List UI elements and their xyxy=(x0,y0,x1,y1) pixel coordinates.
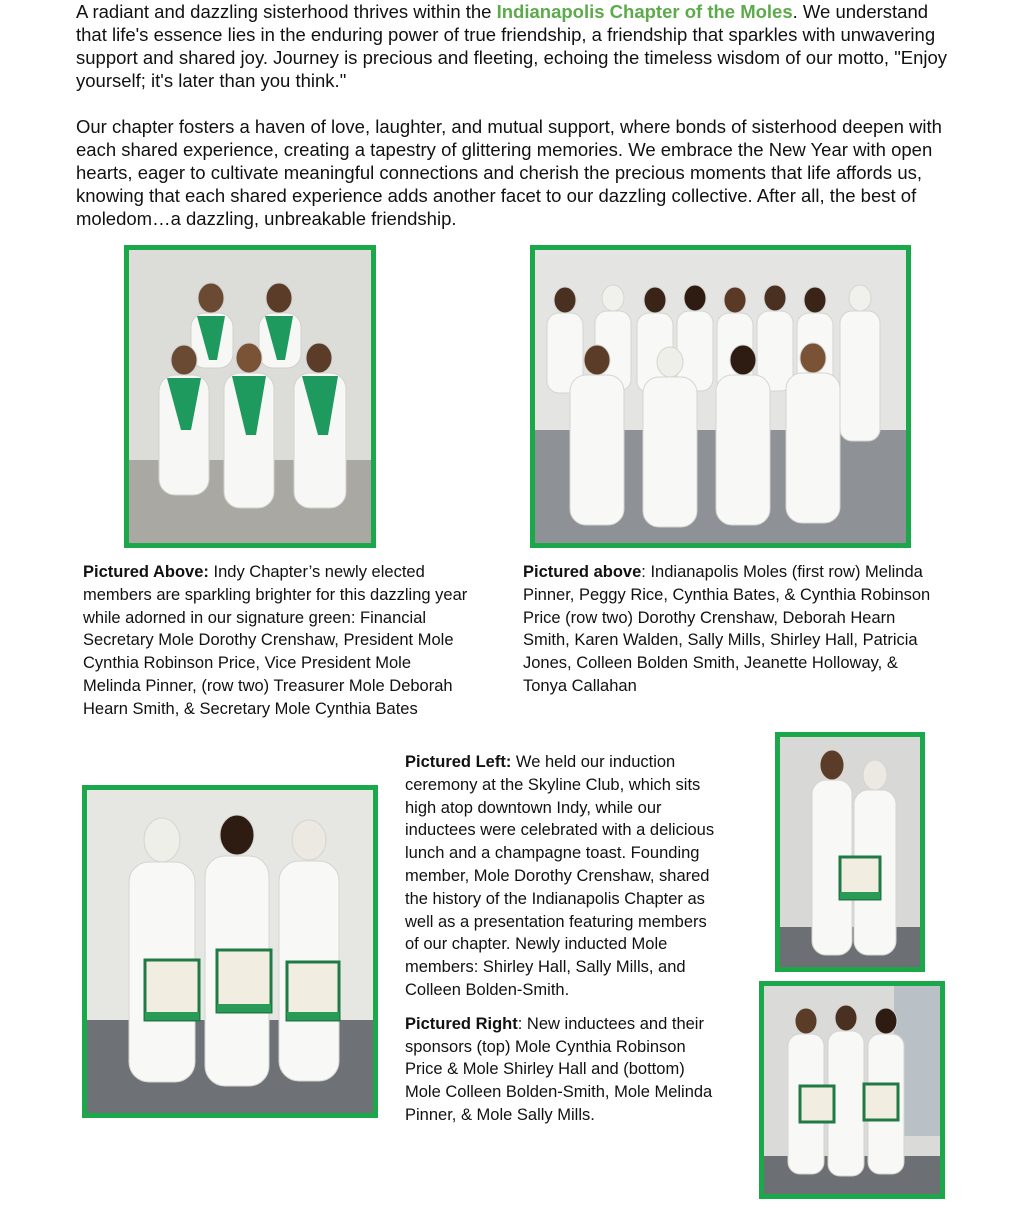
officers-photo xyxy=(124,245,376,548)
left-caption-block xyxy=(405,751,725,1127)
intro-paragraph-1 xyxy=(76,0,956,92)
officers-caption-lead: Pictured Above: xyxy=(83,563,209,581)
right-caption xyxy=(405,1013,725,1127)
group-caption-text: : Indianapolis Moles (first row) Melinda Pinner, Peggy Rice, Cynthia Bates, & Cynthia Robinson Price (row two) Dorothy Crenshaw, Deborah Hearn Smith, Karen Walden, Sally Mills, Shirley Hall, Patricia Jones, Colleen Bolden Smith, Jeanette Holloway, & Tonya Callahan xyxy=(523,563,931,695)
left-caption-text: We held our induction ceremony at the Skyline Club, which sits high atop downtown Indy, while our inductees were celebrated with a delicious lunch and a champagne toast. Founding member, Mole Dorothy Crenshaw, shared the history of the Indianapolis Chapter as well as a presentation featuring members of our chapter. Newly inducted Mole members: Shirley Hall, Sally Mills, and Colleen Bolden-Smith. xyxy=(405,753,715,999)
inductees-photo-illustration xyxy=(87,790,373,1113)
right-caption-lead: Pictured Right xyxy=(405,1014,518,1033)
intro-p1-continued: . We understand that life's essence lies in the enduring power of true friendship, a friendship that sparkles with unwavering support and shared joy. Journey is precious and fleeting, echoing the timeless wisdom of our motto, "Enjoy yourself; it's later than you think." xyxy=(76,1,948,91)
officers-caption-text: Indy Chapter’s newly elected members are sparkling brighter for this dazzling year while adorned in our signature green: Financial Secretary Mole Dorothy Crenshaw, President Mole Cynthia Robinson Price, Vice President Mole Melinda Pinner, (row two) Treasurer Mole Deborah Hearn Smith, & Secretary Mole Cynthia Bates xyxy=(83,563,468,718)
officers-photo-illustration xyxy=(129,250,371,543)
group-caption xyxy=(523,561,943,698)
sponsors-bottom-photo-illustration xyxy=(764,986,940,1194)
intro-paragraph-2: Our chapter fosters a haven of love, laughter, and mutual support, where bonds of sisterhood deepen with each shared experience, creating a tapestry of glittering memories. We embrace the New Year with open hearts, eager to cultivate meaningful connections and cherish the precious moments that life affords us, knowing that each shared experience adds another facet to our dazzling collective. After all, the best of moledom…a dazzling, unbreakable friendship. xyxy=(76,116,942,229)
sponsors-top-photo-illustration xyxy=(780,737,920,967)
group-caption-lead: Pictured above xyxy=(523,563,642,581)
right-caption-text: : New inductees and their sponsors (top) Mole Cynthia Robinson Price & Mole Shirley Hall and (bottom) Mole Colleen Bolden-Smith, Mole Melinda Pinner, & Mole Sally Mills. xyxy=(405,1014,713,1124)
left-caption xyxy=(405,751,725,1002)
intro-text xyxy=(76,0,956,253)
intro-p1-text: A radiant and dazzling sisterhood thrives within the xyxy=(76,1,497,22)
group-photo xyxy=(530,245,911,548)
sponsors-top-photo xyxy=(775,732,925,972)
chapter-name-highlight: Indianapolis Chapter of the Moles xyxy=(496,1,793,22)
left-caption-lead: Pictured Left: xyxy=(405,753,512,771)
officers-caption xyxy=(83,561,468,721)
inductees-photo xyxy=(82,785,378,1118)
sponsors-bottom-photo xyxy=(759,981,945,1199)
group-photo-illustration xyxy=(535,250,906,543)
